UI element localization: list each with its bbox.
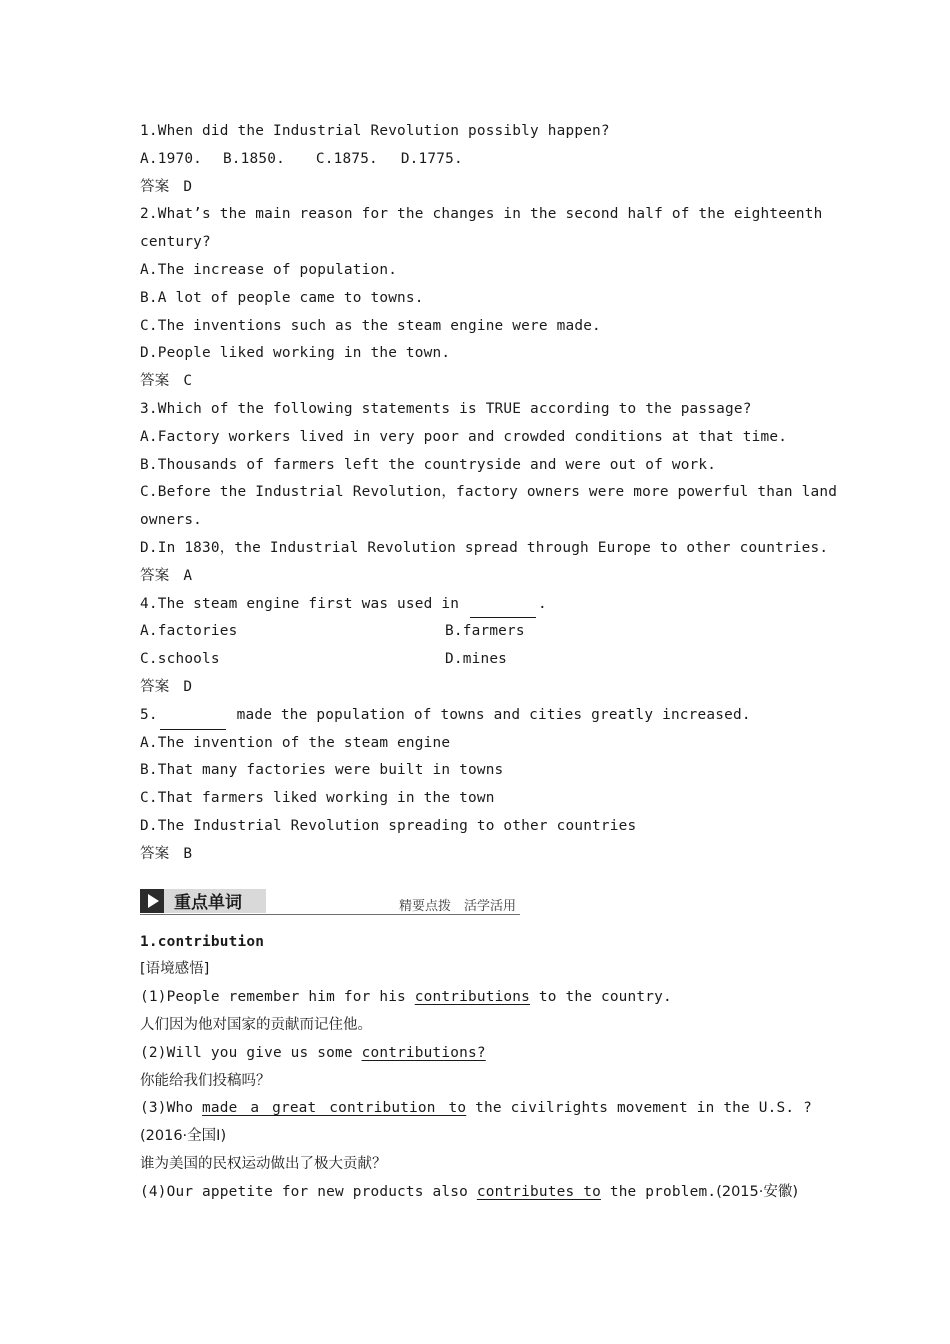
answer-label: 答案 [140, 567, 170, 584]
question-4-answer [140, 674, 812, 702]
example-2-translation: 你能给我们投稿吗？ [140, 1072, 271, 1089]
stem-end: . [537, 595, 547, 612]
question-4-options-row2 [140, 646, 812, 674]
example-3-translation: 谁为美国的民权运动做出了极大贡献？ [140, 1155, 387, 1172]
answer-value: C [183, 373, 193, 390]
section-header [140, 885, 520, 921]
option-b: B.1850. [222, 150, 285, 167]
option-c: C.The inventions such as the steam engine were made. [140, 317, 601, 334]
question-5-answer [140, 841, 812, 869]
answer-blank [160, 711, 226, 730]
example-1 [140, 984, 812, 1012]
question-4-stem [140, 591, 812, 619]
question-4-options-row1 [140, 618, 812, 646]
question-3-stem: 3.Which of the following statements is TRUE according to the passage? [140, 400, 752, 417]
option-d: D.In 1830，the Industrial Revolution spread through Europe to other countries. [140, 539, 829, 556]
play-icon [140, 889, 164, 913]
example-word: the [723, 1100, 750, 1117]
key-phrase: made a great contribution to [202, 1100, 467, 1117]
option-c-cont: owners. [140, 512, 203, 529]
example-4-source: (2015·安徽) [716, 1183, 799, 1200]
answer-value: B [183, 845, 193, 862]
answer-label: 答案 [140, 373, 170, 390]
example-text: (1)People remember him for his [140, 989, 406, 1006]
option-b: B.Thousands of farmers left the countryside and were out of work. [140, 456, 717, 473]
option-a: A.factories [140, 623, 238, 640]
document-page [140, 118, 838, 1206]
option-d: D.The Industrial Revolution spreading to other countries [140, 817, 637, 834]
option-b: B.farmers [445, 623, 525, 640]
option-b: B.That many factories were built in towns [140, 762, 504, 779]
option-a: A.1970. [140, 150, 203, 167]
example-1-translation: 人们因为他对国家的贡献而记住他。 [140, 1016, 372, 1033]
stem-text: 4.The steam engine first was used in [140, 595, 460, 612]
option-c: C.1875. [315, 150, 378, 167]
option-d: D.mines [445, 651, 508, 668]
option-a: A.The increase of population. [140, 261, 398, 278]
question-1-options [140, 146, 812, 174]
vocab-heading: 1.contribution [140, 933, 265, 950]
question-1-answer [140, 174, 812, 202]
example-word: civilrights [510, 1100, 609, 1117]
answer-label: 答案 [140, 845, 170, 862]
answer-blank [470, 599, 536, 618]
example-word: (3)Who [140, 1100, 194, 1117]
example-word: U.S. [758, 1100, 795, 1117]
answer-label: 答案 [140, 678, 170, 695]
example-text: the problem. [609, 1183, 717, 1200]
option-c: C.schools [140, 651, 220, 668]
example-word: ? [803, 1100, 812, 1117]
example-3 [140, 1095, 812, 1123]
example-text: to the country. [538, 989, 672, 1006]
option-d: D.1775. [400, 150, 463, 167]
section-tag [140, 889, 266, 913]
answer-value: D [183, 178, 193, 195]
question-2-answer [140, 368, 812, 396]
key-phrase: contributions [414, 989, 531, 1006]
option-a: A.Factory workers lived in very poor and crowded conditions at that time. [140, 428, 788, 445]
key-phrase: contributions? [361, 1044, 486, 1061]
example-4 [140, 1179, 812, 1207]
answer-value: A [183, 567, 193, 584]
example-text: (4)Our appetite for new products also [140, 1183, 468, 1200]
example-text: (2)Will you give us some [140, 1044, 353, 1061]
section-subtitle: 精要点拨 活学活用 [398, 898, 516, 914]
example-word: in [696, 1100, 715, 1117]
option-c: C.Before the Industrial Revolution，factory owners were more powerful than land [140, 484, 838, 501]
context-label: [语境感悟] [140, 961, 210, 978]
option-d: D.People liked working in the town. [140, 345, 451, 362]
question-5-stem [140, 702, 812, 730]
example-word: the [475, 1100, 502, 1117]
key-phrase: contributes to [476, 1183, 601, 1200]
example-2 [140, 1040, 812, 1068]
option-b: B.A lot of people came to towns. [140, 289, 424, 306]
section-rule [140, 914, 520, 915]
question-1-stem: 1.When did the Industrial Revolution possibly happen? [140, 123, 610, 139]
answer-label: 答案 [140, 178, 170, 195]
question-2-stem-cont: century? [140, 234, 211, 251]
option-c: C.That farmers liked working in the town [140, 790, 495, 807]
option-a: A.The invention of the steam engine [140, 734, 451, 751]
question-2-stem: 2.What’s the main reason for the changes in the second half of the eighteenth [140, 206, 823, 223]
example-3-source: (2016·全国Ⅰ) [140, 1128, 227, 1145]
answer-value: D [183, 678, 193, 695]
question-3-answer [140, 563, 812, 591]
stem-number: 5. [140, 706, 158, 723]
example-word: movement [616, 1100, 688, 1117]
section-title: 重点单词 [174, 893, 242, 914]
stem-text: made the population of towns and cities greatly increased. [236, 706, 751, 723]
